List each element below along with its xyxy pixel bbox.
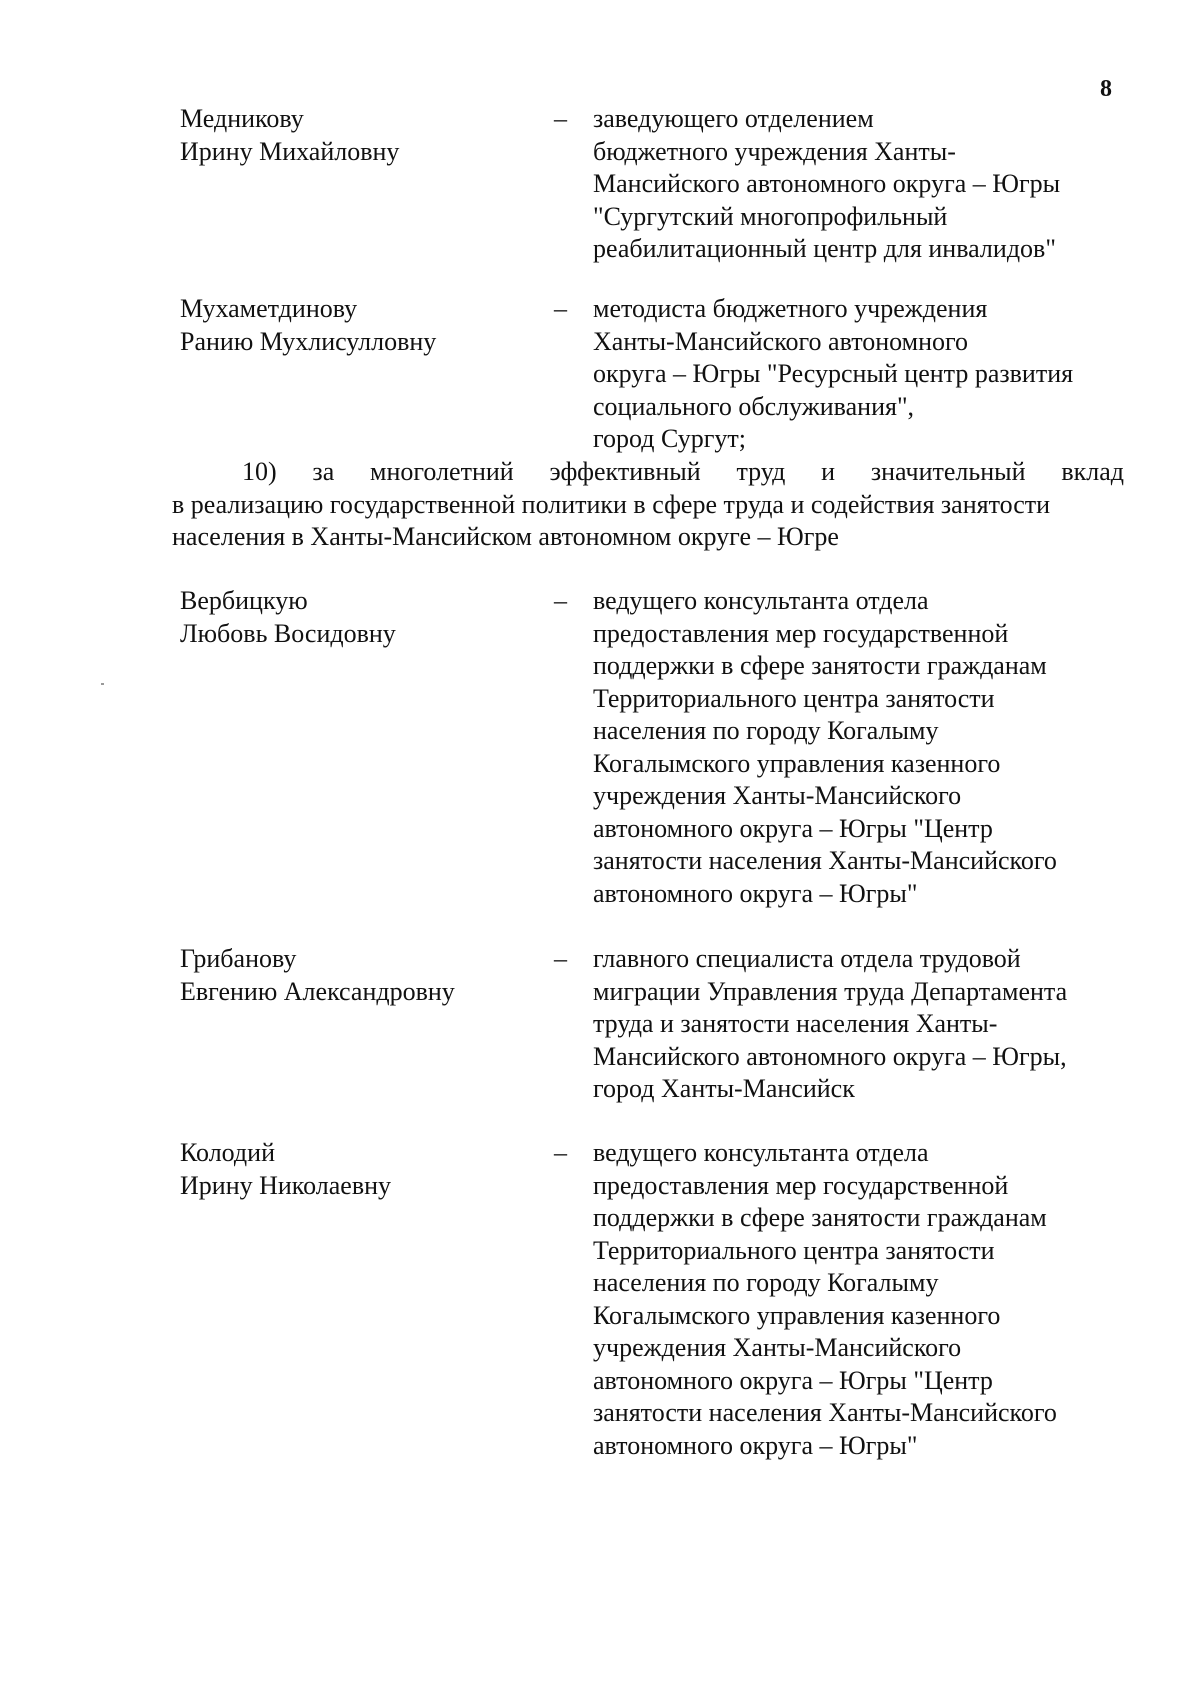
description-line: "Сургутский многопрофильный [593,201,948,231]
description-line: учреждения Ханты-Мансийского [593,781,962,810]
description-line: миграции Управления труда Департамента [593,976,1068,1006]
description-line: предоставления мер государственной [593,618,1009,648]
person-name [180,293,540,358]
description-line: заведующего отделением [593,104,874,133]
dash-separator: – [554,294,567,323]
description-line: ведущего консультанта отдела [593,1138,929,1167]
surname: Вербицкую [180,586,308,615]
description-line: методиста бюджетного учреждения [593,294,988,323]
dash-separator: – [554,1138,567,1167]
given-names: Ирину Николаевну [180,1170,392,1200]
person-name [180,1137,540,1202]
description-line: город Сургут; [593,424,746,453]
position-description [593,1137,1113,1462]
description-line: автономного округа – Югры" [593,878,918,908]
description-line: Когалымского управления казенного [593,1300,1001,1330]
surname: Медникову [180,104,304,133]
description-line: поддержки в сфере занятости гражданам [593,1203,1047,1232]
given-names: Любовь Восидовну [180,618,396,648]
description-line: Территориального центра занятости [593,683,995,713]
person-name [180,585,540,650]
description-line: Ханты-Мансийского автономного [593,326,969,356]
given-names: Ирину Михайловну [180,136,400,166]
scan-speck [101,683,104,685]
paragraph-line: в реализацию государственной политики в сфере труда и содействия занятости [172,489,1051,519]
person-name [180,103,540,168]
position-description [593,943,1113,1106]
description-line: реабилитационный центр для инвалидов" [593,234,1056,263]
given-names: Ранию Мухлисулловну [180,326,437,356]
description-line: автономного округа – Югры" [593,1430,918,1460]
dash-separator: – [554,944,567,973]
description-line: предоставления мер государственной [593,1170,1009,1200]
position-description [593,103,1113,266]
description-line: населения по городу Когалыму [593,716,939,745]
surname: Колодий [180,1138,275,1167]
description-line: Мансийского автономного округа – Югры [593,169,1061,198]
description-line: труда и занятости населения Ханты- [593,1009,998,1038]
description-line: Когалымского управления казенного [593,748,1001,778]
position-description [593,293,1113,456]
description-line: округа – Югры "Ресурсный центр развития [593,359,1074,388]
description-line: учреждения Ханты-Мансийского [593,1333,962,1362]
description-line: главного специалиста отдела трудовой [593,944,1021,973]
paragraph-line: 10) за многолетний эффективный труд и значительный вклад [242,457,1124,486]
description-line: занятости населения Ханты-Мансийского [593,1398,1057,1427]
dash-separator: – [554,586,567,615]
paragraph-line: населения в Ханты-Мансийском автономном округе – Югре [172,522,839,551]
surname: Мухаметдинову [180,294,358,323]
person-name [180,943,540,1008]
description-line: Территориального центра занятости [593,1235,995,1265]
description-line: город Ханты-Мансийск [593,1074,855,1103]
description-line: ведущего консультанта отдела [593,586,929,615]
description-line: Мансийского автономного округа – Югры, [593,1041,1067,1071]
description-line: занятости населения Ханты-Мансийского [593,846,1057,875]
description-line: населения по городу Когалыму [593,1268,939,1297]
description-line: бюджетного учреждения Ханты- [593,136,956,166]
position-description [593,585,1113,910]
page-number: 8 [1100,76,1112,102]
description-line: поддержки в сфере занятости гражданам [593,651,1047,680]
description-line: социального обслуживания", [593,391,915,421]
surname: Грибанову [180,944,297,973]
description-line: автономного округа – Югры "Центр [593,1365,993,1395]
section-paragraph [172,456,1124,554]
given-names: Евгению Александровну [180,976,455,1006]
dash-separator: – [554,104,567,133]
description-line: автономного округа – Югры "Центр [593,813,993,843]
